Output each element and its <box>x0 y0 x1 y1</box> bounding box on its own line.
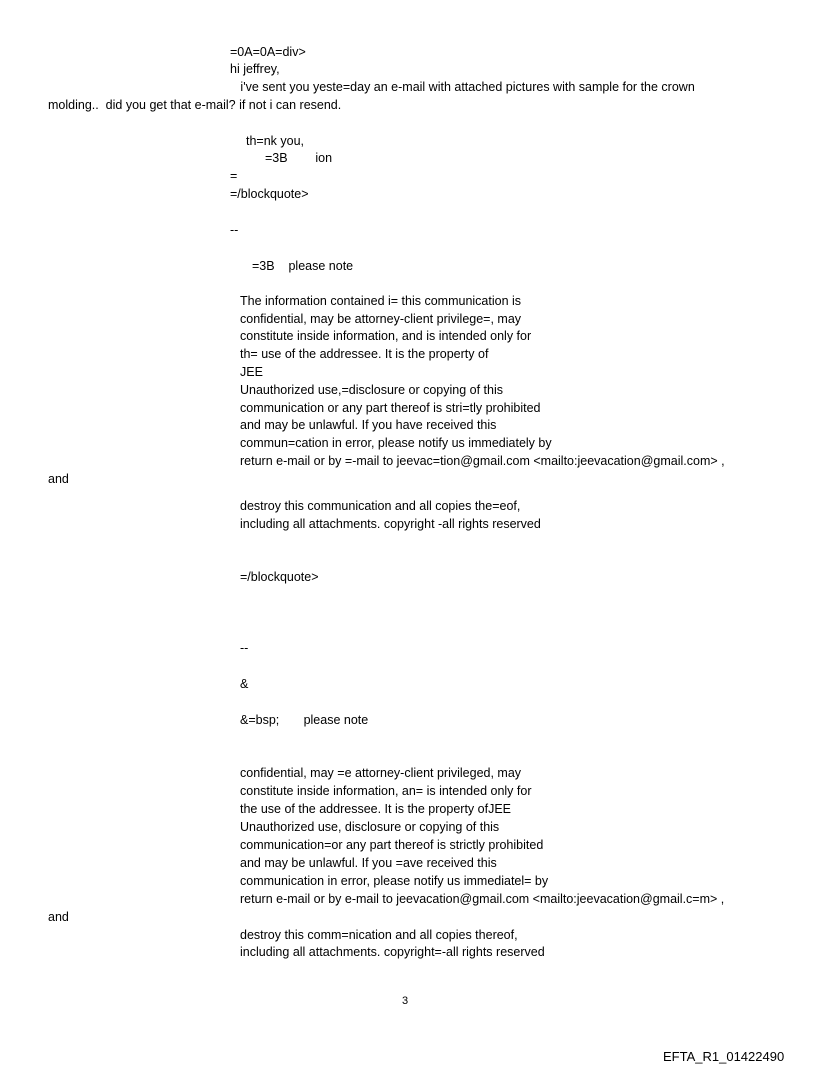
text-line: &=bsp; please note <box>240 713 369 727</box>
text-line: & <box>240 677 249 691</box>
text-line: = <box>230 169 238 183</box>
separator-line: -- <box>240 641 249 655</box>
text-line: =3B ion <box>265 151 333 165</box>
disclaimer-line: return e-mail or by =-mail to jeevac=tion@gmail.com <mailto:jeevacation@gmail.com> , <box>240 454 725 468</box>
disclaimer-line: communication=or any part thereof is strictly prohibited <box>240 838 544 852</box>
disclaimer-line: communication in error, please notify us immediatel= by <box>240 874 549 888</box>
disclaimer-line: constitute inside information, and is intended only for <box>240 329 532 343</box>
disclaimer-line: The information contained i= this communication is <box>240 294 522 308</box>
disclaimer-line: Unauthorized use,=disclosure or copying of this <box>240 383 503 397</box>
disclaimer-line: confidential, may =e attorney-client privileged, may <box>240 766 522 780</box>
disclaimer-line: confidential, may be attorney-client privilege=, may <box>240 312 522 326</box>
disclaimer-line: commun=cation in error, please notify us immediately by <box>240 436 552 450</box>
text-line: =3B please note <box>252 259 354 273</box>
disclaimer-line: the use of the addressee. It is the property ofJEE <box>240 802 511 816</box>
separator-line: -- <box>230 223 239 237</box>
text-line: =/blockquote> <box>230 187 309 201</box>
text-line: =/blockquote> <box>240 570 319 584</box>
disclaimer-line: th= use of the addressee. It is the property of <box>240 347 489 361</box>
disclaimer-line: return e-mail or by e-mail to jeevacation@gmail.com <mailto:jeevacation@gmail.c=m> , <box>240 892 725 906</box>
disclaimer-line: destroy this communication and all copies the=eof, <box>240 499 521 513</box>
disclaimer-line: constitute inside information, an= is intended only for <box>240 784 532 798</box>
text-line: th=nk you, <box>246 134 305 148</box>
disclaimer-line: and may be unlawful. If you have received this <box>240 418 497 432</box>
document-id: EFTA_R1_01422490 <box>663 1049 785 1064</box>
disclaimer-line: and may be unlawful. If you =ave received this <box>240 856 497 870</box>
disclaimer-line: destroy this comm=nication and all copies thereof, <box>240 928 518 942</box>
text-line: i've sent you yeste=day an e-mail with attached pictures with sample for the crown <box>230 80 695 94</box>
text-line: =0A=0A=div> <box>230 45 306 59</box>
disclaimer-line: including all attachments. copyright=-all rights reserved <box>240 945 545 959</box>
disclaimer-line: communication or any part thereof is stri=tly prohibited <box>240 401 541 415</box>
text-line: and <box>48 910 69 924</box>
text-line: molding.. did you get that e-mail? if not i can resend. <box>48 98 342 112</box>
disclaimer-line: Unauthorized use, disclosure or copying of this <box>240 820 500 834</box>
page-number: 3 <box>402 995 409 1007</box>
disclaimer-line: including all attachments. copyright -all rights reserved <box>240 517 541 531</box>
greeting-line: hi jeffrey, <box>230 62 280 76</box>
text-line: and <box>48 472 69 486</box>
disclaimer-line: JEE <box>240 365 263 379</box>
